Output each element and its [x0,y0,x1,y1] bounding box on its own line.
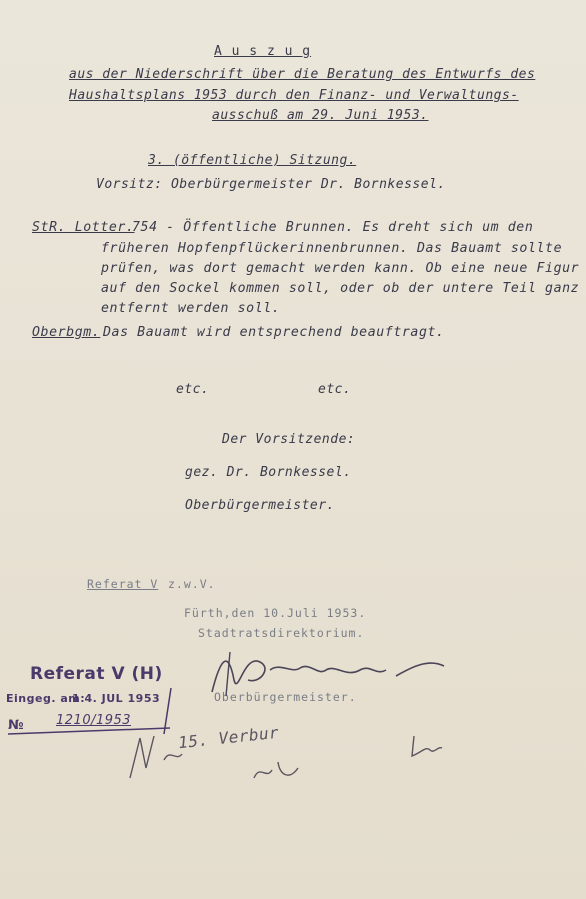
etc-right: etc. [318,382,352,397]
item-line-5: entfernt werden soll. [101,301,281,316]
referral-referat [87,577,158,591]
item-line-3: prüfen, was dort gemacht werden kann. Ob eine neue Figur [101,261,580,276]
response-speaker: Oberbgm. [32,325,101,340]
referral-place-date: Fürth,den 10.Juli 1953. [184,606,367,620]
chair-title: Oberbürgermeister. [185,498,335,513]
heading-line-2: Haushaltsplans 1953 durch den Finanz- und Verwaltungs- [69,88,519,103]
stamp-number-value: 1210/1953 [56,713,132,728]
session-title: 3. (öffentliche) Sitzung. [148,153,357,168]
referral-referat-label: Referat V [87,577,159,591]
chair-signature-typed: gez. Dr. Bornkessel. [185,465,352,480]
item-line-4: auf den Sockel kommen soll, oder ob der untere Teil ganz [101,281,580,296]
referral-zwv: z.w.V. [168,577,216,591]
session-chair: Vorsitz: Oberbürgermeister Dr. Bornkessel. [96,177,446,192]
mayor-signature [200,640,460,700]
pencil-paraph [408,732,448,762]
stamp-number-label: № [8,718,25,733]
pencil-note: 15. Verbur [177,722,281,753]
item-line-2: früheren Hopfenpflückerinnenbrunnen. Das Bauamt sollte [101,241,563,256]
stamp-received-date: 1 4. JUL 1953 [72,692,161,705]
response-text: Das Bauamt wird entsprechend beauftragt. [103,325,445,340]
heading-line-1: aus der Niederschrift über die Beratung des Entwurfs des [69,67,536,82]
chair-label: Der Vorsitzende: [222,432,356,447]
pencil-mark [250,756,310,786]
referral-office: Stadtratsdirektorium. [198,626,365,640]
stamp-received-label: Eingeg. am: [6,692,86,705]
item-speaker: StR. Lotter. [32,220,135,235]
etc-left: etc. [176,382,210,397]
referral-signer-title: Oberbürgermeister. [214,690,357,704]
stamp-title: Referat V (H) [30,664,163,684]
document-title: A u s z u g [214,44,312,59]
heading-line-3: ausschuß am 29. Juni 1953. [212,108,429,123]
item-line-1: 754 - Öffentliche Brunnen. Es dreht sich um den [132,220,534,235]
